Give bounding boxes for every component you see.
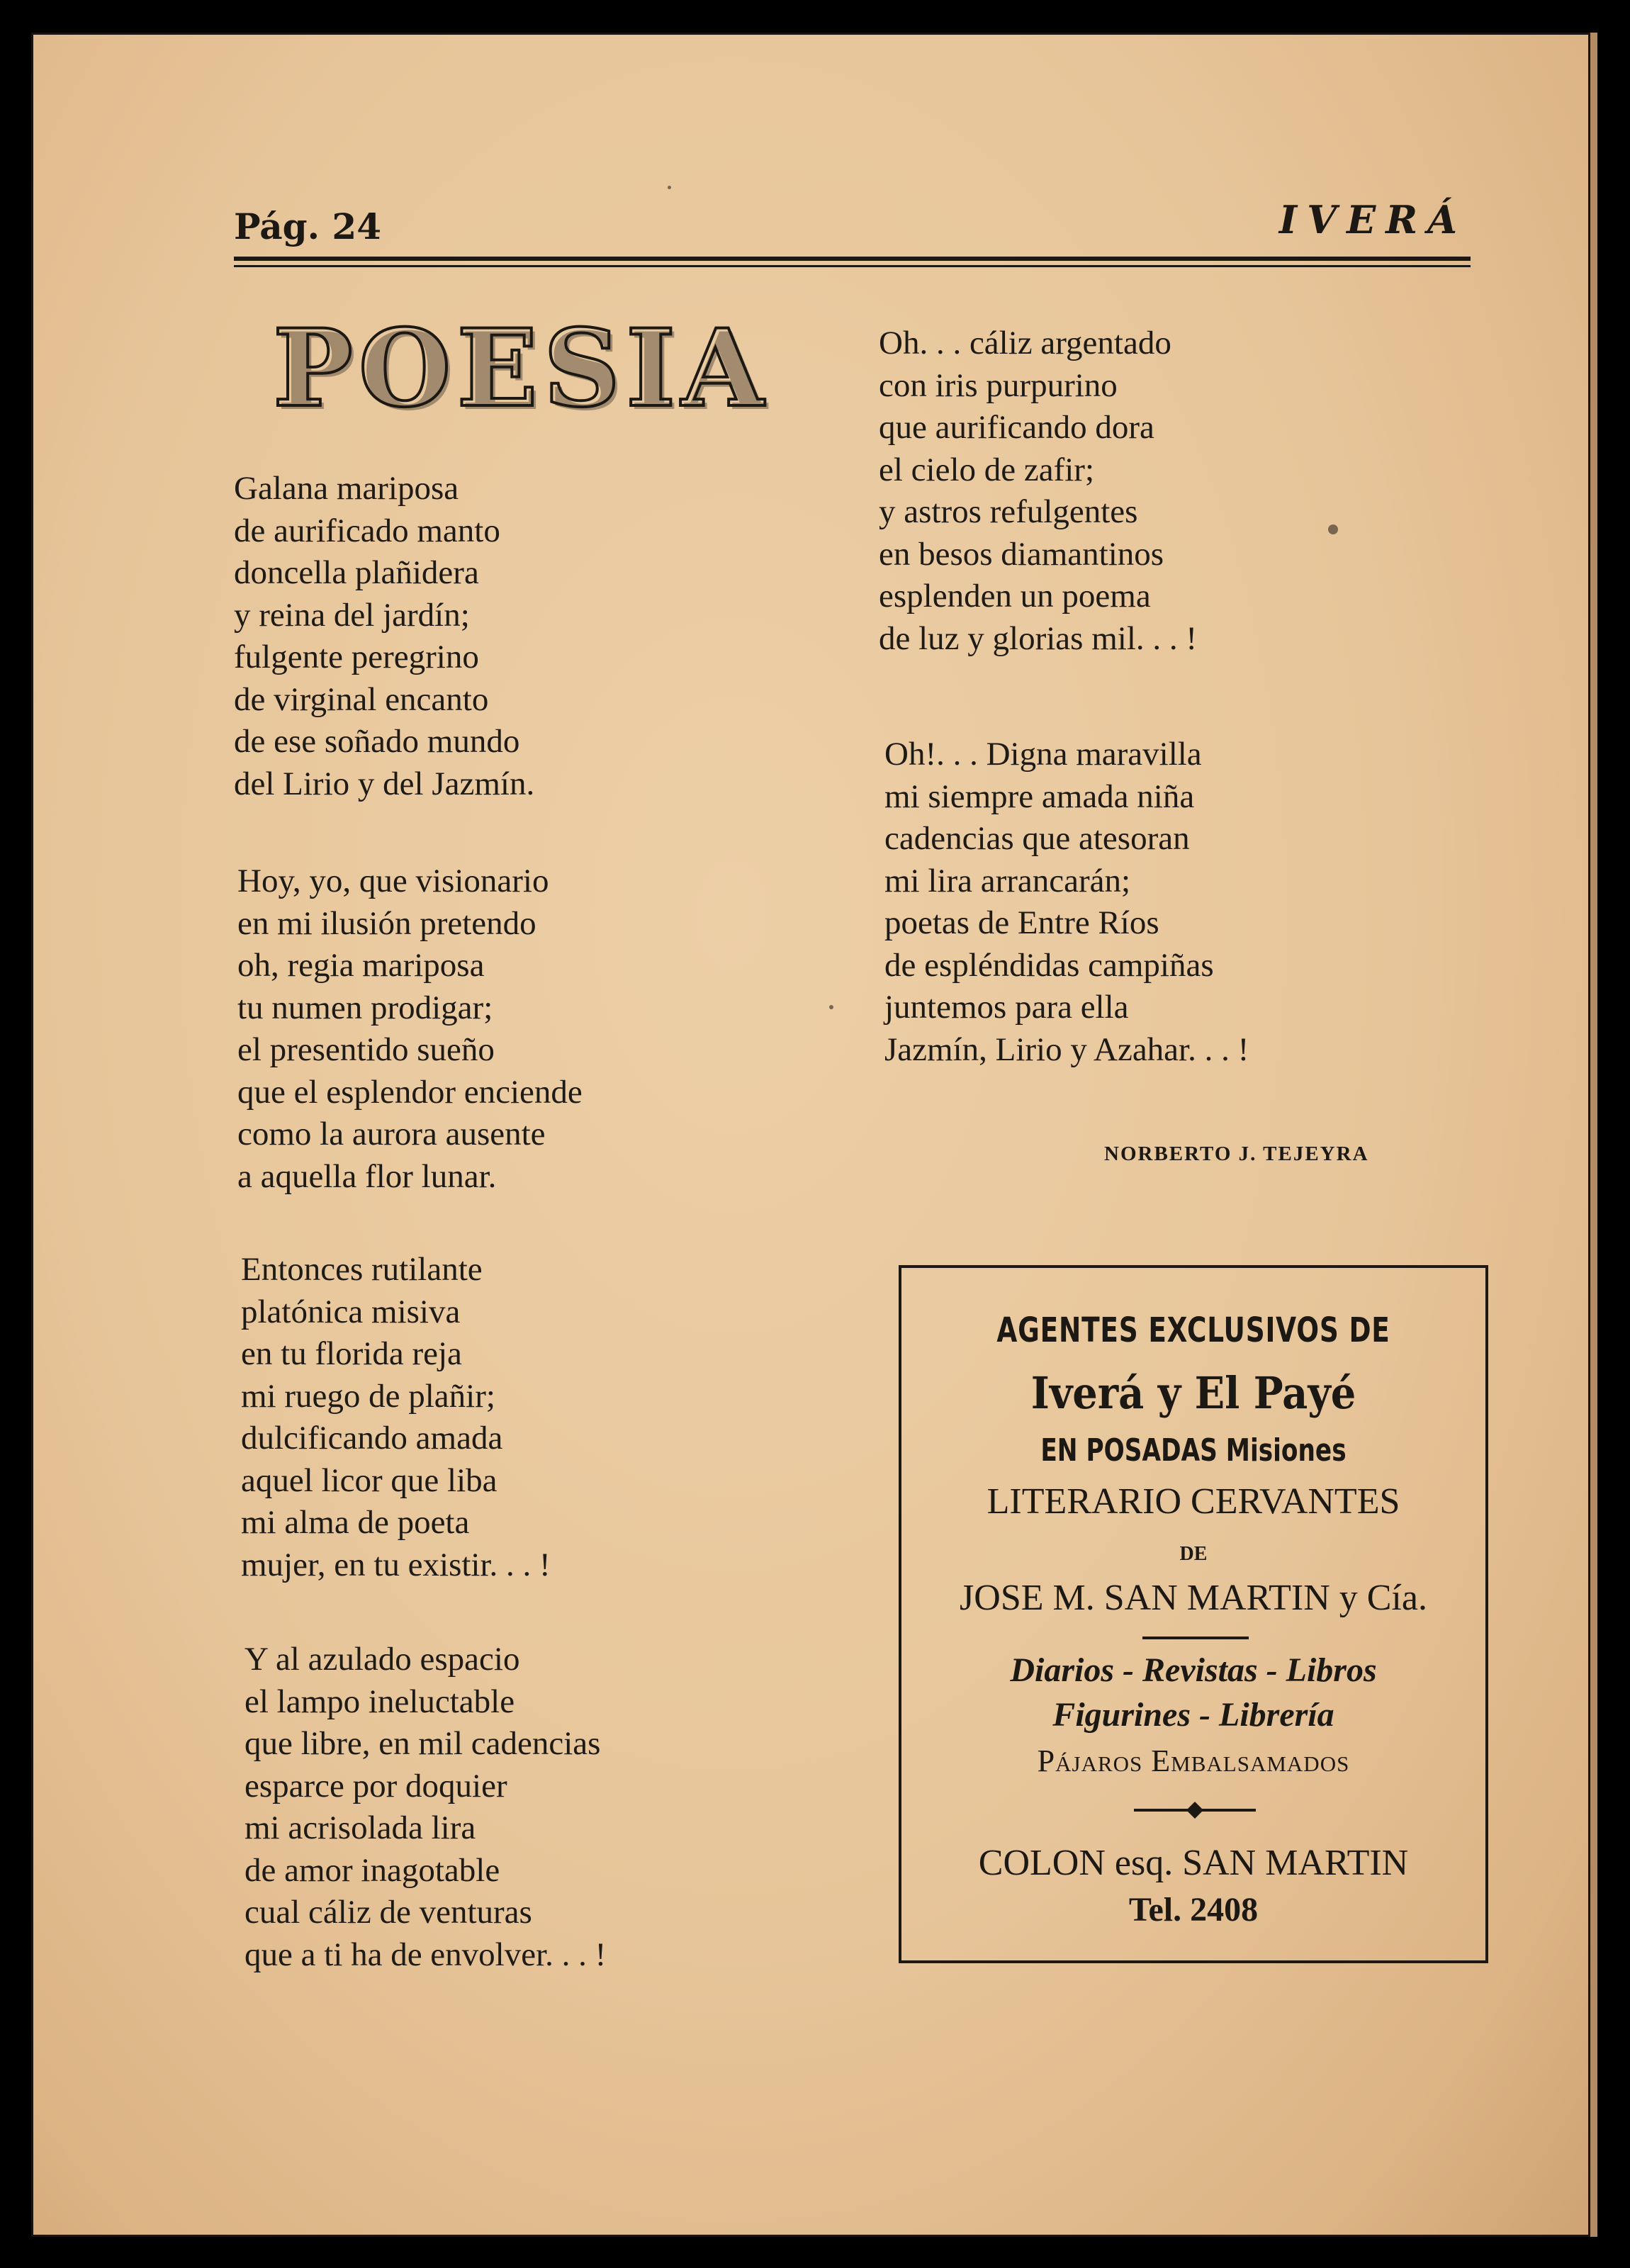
poem-line: y reina del jardín; (234, 596, 470, 634)
ad-address: COLON esq. SAN MARTIN (978, 1843, 1409, 1883)
poem-line: Hoy, yo, que visionario (237, 863, 549, 899)
poem-line: que a ti ha de envolver. . . ! (244, 1936, 607, 1973)
poem-line: como la aurora ausente (237, 1116, 546, 1152)
poem-line: el lampo ineluctable (244, 1683, 515, 1720)
ad-publications: Iverá y El Payé (1030, 1367, 1356, 1419)
poem-line: de espléndidas campiñas (884, 946, 1214, 984)
poem-line: de luz y glorias mil. . . ! (879, 619, 1198, 657)
stanza-left-4 (244, 1639, 606, 1976)
poem-line: el cielo de zafir; (879, 451, 1095, 488)
paper-speck (668, 186, 671, 189)
poem-line: de ese soñado mundo (234, 723, 520, 760)
poem-line: de aurificado manto (234, 512, 500, 549)
ad-agents-heading: AGENTES EXCLUSIVOS DE (996, 1310, 1390, 1350)
poem-line: Galana mariposa (234, 470, 459, 507)
ad-de: DE (1179, 1543, 1208, 1565)
poem-line: y astros refulgentes (879, 493, 1138, 530)
poem-line: Oh. . . cáliz argentado (879, 325, 1171, 361)
poem-line: juntemos para ella (884, 989, 1129, 1026)
ad-location: EN POSADAS Misiones (1040, 1432, 1347, 1469)
poem-line: Entonces rutilante (241, 1251, 483, 1288)
poem-line: dulcificando amada (241, 1420, 503, 1456)
advertisement-box (899, 1265, 1488, 1963)
page-number: Pág. 24 (234, 206, 382, 247)
ad-products-1: Diarios - Revistas - Libros (1010, 1651, 1377, 1689)
ad-owner: JOSE M. SAN MARTIN y Cía. (960, 1578, 1427, 1618)
poem-line: esparce por doquier (244, 1767, 507, 1804)
stanza-left-2 (237, 860, 583, 1198)
ad-phone: Tel. 2408 (1128, 1891, 1259, 1929)
stanza-right-2 (884, 734, 1249, 1071)
poem-line: a aquella flor lunar. (237, 1157, 497, 1195)
poem-line: con iris purpurino (879, 366, 1118, 404)
poem-line: mi alma de poeta (241, 1504, 470, 1541)
poem-line: Oh!. . . Digna maravilla (884, 736, 1202, 773)
poem-line: mi siempre amada niña (884, 777, 1195, 815)
magazine-name: IVERÁ (1278, 197, 1467, 242)
poem-line: oh, regia mariposa (237, 947, 485, 984)
poem-line: que aurificando dora (879, 409, 1154, 446)
stanza-right-1 (879, 322, 1197, 660)
ad-store-name: LITERARIO CERVANTES (987, 1481, 1400, 1522)
poem-line: platónica misiva (241, 1293, 461, 1330)
header-rule (234, 257, 1471, 261)
poem-title: POESIA (273, 306, 770, 431)
poem-line: cual cáliz de venturas (244, 1894, 532, 1931)
poem-line: de amor inagotable (244, 1851, 500, 1889)
paper-speck (829, 1005, 833, 1009)
ad-rule (1142, 1637, 1249, 1639)
poem-line: el presentido sueño (237, 1031, 495, 1068)
poem-line: Y al azulado espacio (244, 1641, 520, 1678)
poem-line: aquel licor que liba (241, 1461, 498, 1499)
poem-line: mujer, en tu existir. . . ! (241, 1546, 551, 1583)
header-rule-thin (234, 265, 1471, 267)
poem-line: doncella plañidera (234, 554, 479, 591)
poem-author: NORBERTO J. TEJEYRA (1104, 1143, 1369, 1165)
ad-products-2: Figurines - Librería (1052, 1696, 1334, 1734)
diamond-divider-icon (1134, 1801, 1256, 1819)
poem-line: en mi ilusión pretendo (237, 904, 536, 942)
poem-line: de virginal encanto (234, 680, 489, 718)
ad-products-3: Pájaros Embalsamados (1037, 1744, 1350, 1778)
poem-line: poetas de Entre Ríos (884, 904, 1159, 941)
poem-line: en tu florida reja (241, 1335, 462, 1372)
poem-line: cadencias que atesoran (884, 820, 1190, 857)
poem-line: Jazmín, Lirio y Azahar. . . ! (884, 1031, 1249, 1068)
page-fold (1590, 33, 1597, 2237)
poem-line: en besos diamantinos (879, 535, 1164, 573)
paper-speck (1328, 524, 1338, 534)
stanza-left-3 (241, 1249, 551, 1586)
poem-line: mi acrisolada lira (244, 1809, 476, 1846)
poem-line: del Lirio y del Jazmín. (234, 765, 535, 802)
poem-line: fulgente peregrino (234, 639, 479, 675)
stanza-left-1 (234, 468, 534, 805)
poem-line: mi ruego de plañir; (241, 1377, 495, 1415)
poem-line: que el esplendor enciende (237, 1073, 583, 1111)
poem-line: mi lira arrancarán; (884, 862, 1131, 899)
poem-line: tu numen prodigar; (237, 989, 493, 1026)
poem-line: que libre, en mil cadencias (244, 1725, 601, 1762)
poem-line: esplenden un poema (879, 578, 1151, 614)
